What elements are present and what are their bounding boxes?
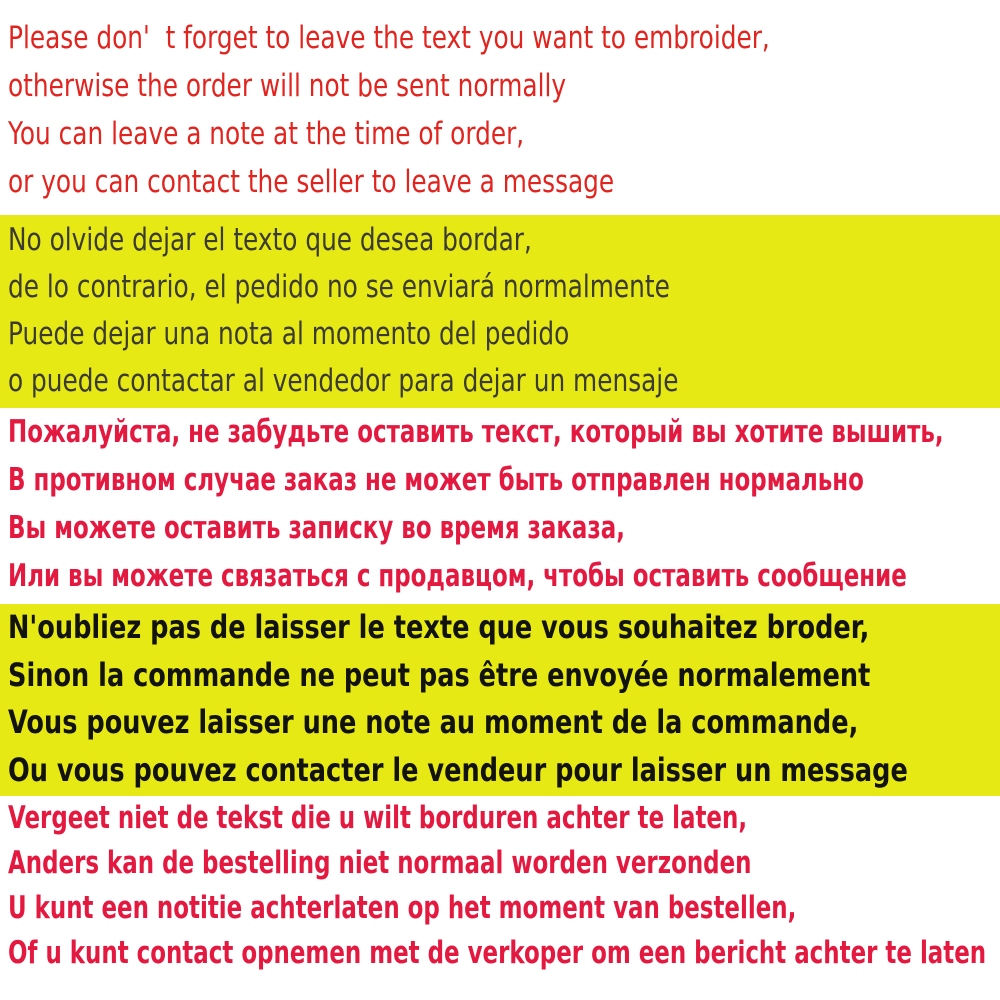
notice-line [8, 62, 1000, 110]
notice-line [8, 841, 1000, 886]
notice-line [8, 14, 1000, 62]
notice-line-text: Ou vous pouvez contacter le vendeur pour laisser un message [8, 750, 908, 789]
notice-line [8, 110, 1000, 158]
section-english-notice [0, 0, 1000, 215]
notice-line-text: Please don' t forget to leave the text you want to embroider, [8, 20, 770, 56]
notice-line-text: Of u kunt contact opnemen met de verkoper om een bericht achter te laten [8, 935, 987, 971]
notice-line [8, 931, 1000, 976]
section-russian-notice [0, 408, 1000, 604]
notice-line-text: Puede dejar una nota al momento del pedido [8, 316, 570, 352]
notice-line-text: Vergeet niet de tekst die u wilt borduren achter te laten, [8, 800, 748, 836]
notice-line [8, 652, 1000, 700]
notice-line [8, 264, 1000, 311]
notice-line [8, 604, 1000, 652]
notice-line [8, 311, 1000, 358]
notice-line [8, 796, 1000, 841]
notice-line-text: or you can contact the seller to leave a message [8, 164, 615, 200]
notice-line [8, 358, 1000, 405]
notice-line [8, 699, 1000, 747]
notice-line-text: Vous pouvez laisser une note au moment de la commande, [8, 703, 859, 741]
notice-line-text: В противном случае заказ не может быть отправлен нормально [8, 462, 864, 498]
notice-line-text: Anders kan de bestelling niet normaal worden verzonden [8, 845, 752, 881]
notice-line-text: Или вы можете связаться с продавцом, чтобы оставить сообщение [8, 558, 907, 594]
notice-line [8, 217, 1000, 264]
notice-line-text: Пожалуйста, не забудьте оставить текст, который вы хотите вышить, [8, 414, 944, 450]
notice-line-text: Вы можете оставить записку во время заказа, [8, 510, 625, 546]
notice-line [8, 886, 1000, 931]
notice-line [8, 408, 1000, 456]
notice-line [8, 504, 1000, 552]
notice-line-text: Sinon la commande ne peut pas être envoyée normalement [8, 655, 871, 694]
notice-line-text: You can leave a note at the time of order, [8, 116, 525, 152]
notice-line-text: otherwise the order will not be sent normally [8, 68, 567, 104]
notice-line-text: o puede contactar al vendedor para dejar un mensaje [8, 363, 679, 399]
section-spanish-notice [0, 215, 1000, 408]
section-french-notice [0, 604, 1000, 796]
notice-line-text: de lo contrario, el pedido no se enviará normalmente [8, 269, 670, 305]
notice-line [8, 747, 1000, 795]
section-dutch-notice [0, 796, 1000, 1000]
notice-line-text: U kunt een notitie achterlaten op het moment van bestellen, [8, 890, 797, 926]
notice-line [8, 158, 1000, 206]
notice-line [8, 552, 1000, 600]
notice-line [8, 456, 1000, 504]
notice-line-text: N'oubliez pas de laisser le texte que vous souhaitez broder, [8, 608, 870, 646]
notice-line-text: No olvide dejar el texto que desea bordar, [8, 222, 532, 258]
